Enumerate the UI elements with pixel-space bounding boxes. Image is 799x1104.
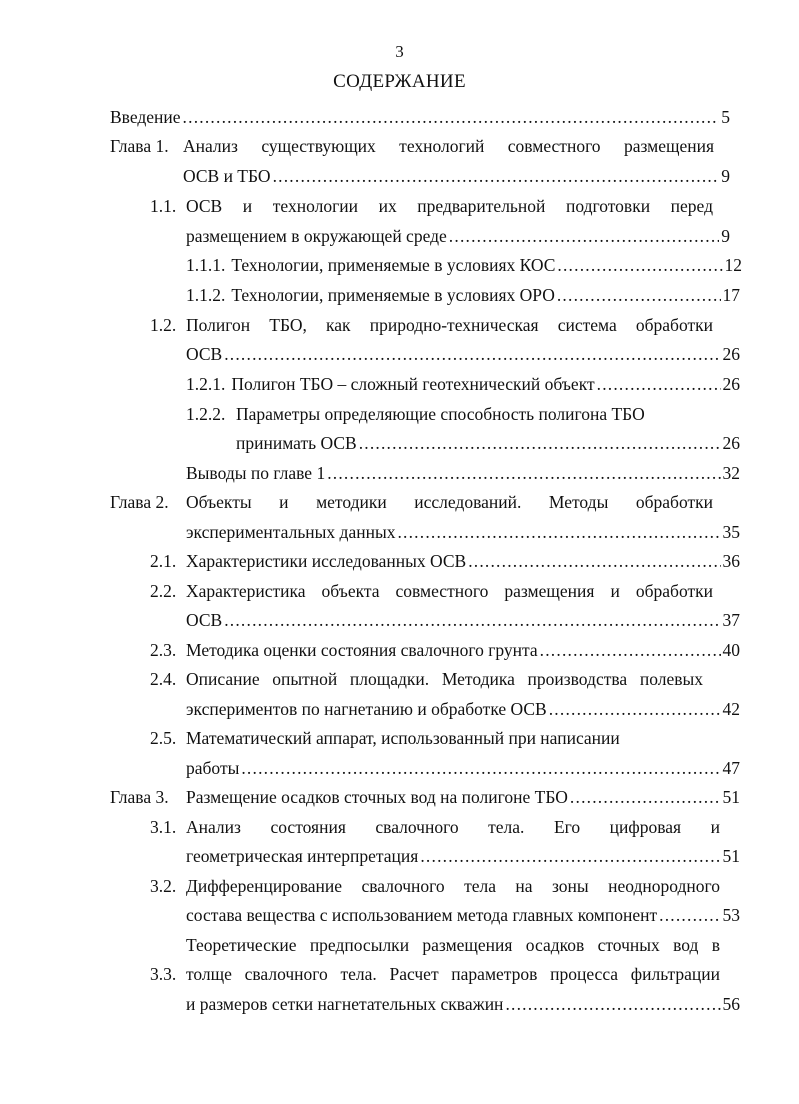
chapter-title: Анализ существующих технологий совместного размещения — [183, 136, 714, 156]
section-number: 1.2.2. — [186, 404, 226, 424]
section-number: 2.3. — [150, 640, 177, 660]
section-title: Дифференцирование свалочного тела на зоны неоднородного — [186, 876, 720, 896]
page-ref: 40 — [722, 640, 740, 660]
toc-entry-ch3: Размещение осадков сточных вод на полигоне ТБО ..... 51 — [186, 786, 740, 808]
chapter-number: Глава 1. — [110, 136, 169, 156]
section-title: Параметры определяющие способность полигона ТБО — [236, 404, 645, 424]
section-title: Характеристика объекта совместного размещения и обработки — [186, 581, 713, 601]
page-ref: 26 — [722, 344, 740, 364]
section-number: 3.1. — [150, 817, 177, 837]
page-ref: 26 — [722, 374, 740, 394]
page-number: 3 — [395, 42, 404, 61]
page-ref: 9 — [721, 226, 730, 246]
page-ref: 17 — [722, 285, 740, 305]
page-ref: 51 — [722, 846, 740, 866]
toc-entry-intro: Введение ..... 5 — [110, 106, 730, 128]
section-number: 2.4. — [150, 669, 177, 689]
section-number: 2.2. — [150, 581, 177, 601]
page-ref: 42 — [722, 699, 740, 719]
toc-entry-1-1-1: 1.1.1. Технологии, применяемые в условиях КОС ..... 12 — [186, 254, 742, 276]
section-title: Теоретические предпосылки размещения осадков сточных вод в — [186, 935, 720, 955]
page-ref: 51 — [722, 787, 740, 807]
chapter-number: Глава 2. — [110, 492, 169, 512]
page-ref: 53 — [722, 905, 740, 925]
toc-entry-1-2-2: принимать ОСВ ..... 26 — [236, 432, 740, 454]
section-title: Описание опытной площадки. Методика производства полевых — [186, 669, 703, 689]
page-ref: 5 — [721, 107, 730, 127]
toc-entry-ch2: экспериментальных данных ..... 35 — [186, 521, 740, 543]
page-title: СОДЕРЖАНИЕ — [333, 71, 466, 92]
section-title: Анализ состояния свалочного тела. Его цифровая и — [186, 817, 720, 837]
section-title: толще свалочного тела. Расчет параметров процесса фильтрации — [186, 964, 720, 984]
toc-entry-2-4: экспериментов по нагнетанию и обработке ОСВ ..... 42 — [186, 698, 740, 720]
toc-entry-2-3: Методика оценки состояния свалочного грунта ..... 40 — [186, 639, 740, 661]
toc-entry-1-1: размещением в окружающей среде ..... 9 — [186, 225, 730, 247]
toc-entry-3-3: и размеров сетки нагнетательных скважин ..... 56 — [186, 993, 740, 1015]
toc-entry-2-1: Характеристики исследованных ОСВ ..... 36 — [186, 550, 740, 572]
section-number: 2.5. — [150, 728, 177, 748]
section-number: 1.2. — [150, 315, 177, 335]
page-ref: 35 — [722, 522, 740, 542]
section-title: ОСВ и технологии их предварительной подготовки перед — [186, 196, 713, 216]
page-ref: 37 — [722, 610, 740, 630]
section-number: 3.2. — [150, 876, 177, 896]
toc-entry-2-5: работы ..... 47 — [186, 757, 740, 779]
toc-entry-conclusions-1: Выводы по главе 1 ..... 32 — [186, 462, 740, 484]
toc-entry-3-2: состава вещества с использованием метода главных компонент ..... 53 — [186, 904, 740, 926]
toc-entry-2-2: ОСВ ..... 37 — [186, 609, 740, 631]
section-number: 3.3. — [150, 964, 177, 984]
page-ref: 26 — [722, 433, 740, 453]
toc-entry-ch1: ОСВ и ТБО ..... 9 — [183, 165, 730, 187]
chapter-title: Объекты и методики исследований. Методы обработки — [186, 492, 713, 512]
section-title: Математический аппарат, использованный при написании — [186, 728, 620, 748]
page-ref: 36 — [722, 551, 740, 571]
page-ref: 32 — [722, 463, 740, 483]
section-number: 2.1. — [150, 551, 177, 571]
toc-entry-1-2-1: 1.2.1. Полигон ТБО – сложный геотехнический объект ..... 26 — [186, 373, 740, 395]
toc-entry-1-1-2: 1.1.2. Технологии, применяемые в условиях ОРО ..... 17 — [186, 284, 740, 306]
page-ref: 9 — [721, 166, 730, 186]
page-ref: 12 — [724, 255, 742, 275]
page-ref: 56 — [722, 994, 740, 1014]
page-ref: 47 — [722, 758, 740, 778]
section-title: Полигон ТБО, как природно-техническая система обработки — [186, 315, 713, 335]
toc-entry-3-1: геометрическая интерпретация ..... 51 — [186, 845, 740, 867]
section-number: 1.1. — [150, 196, 177, 216]
chapter-number: Глава 3. — [110, 787, 169, 807]
toc-entry-1-2: ОСВ ..... 26 — [186, 343, 740, 365]
